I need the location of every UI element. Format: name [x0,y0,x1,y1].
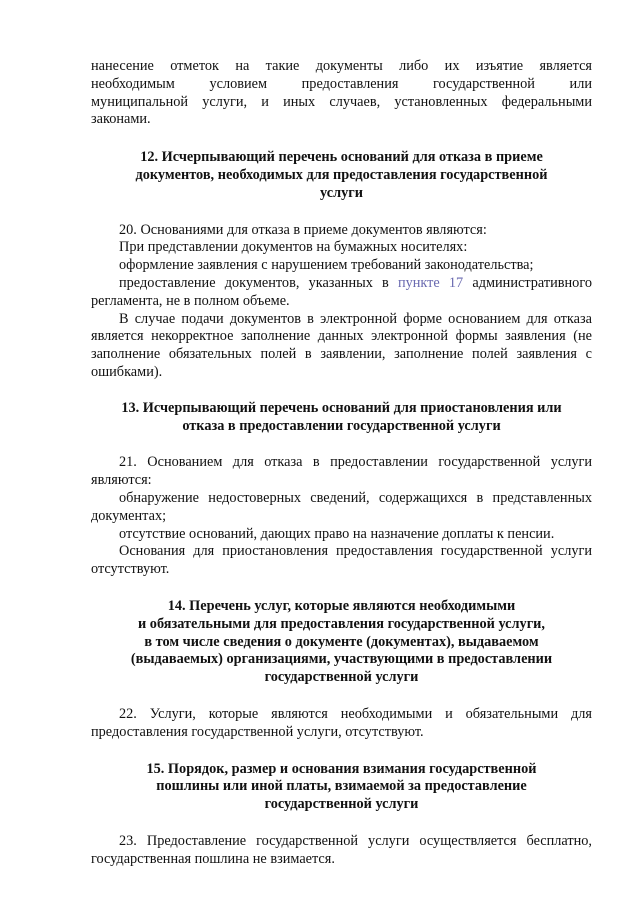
suspension-text: Основания для приостановления предоставления государственной услуги отсутствуют. [91,543,592,578]
heading-line: услуги [320,184,363,201]
incomplete-text-before: предоставление документов, указанных в [119,274,398,291]
clause-17-link[interactable]: пункте 17 [397,274,464,291]
section-12-heading [91,149,592,202]
heading-line: и обязательными для предоставления государственной услуги, [138,615,545,632]
paragraph-22: 22. Услуги, которые являются необходимыми и обязательными для предоставления государственной услуги, отсутствуют. [91,705,592,740]
heading-line: пошлины или иной платы, взимаемой за предоставление [156,778,527,795]
paragraph-23: 23. Предоставление государственной услуги осуществляется бесплатно, государственная пошлина не взимается. [91,832,592,867]
paper-documents-text: При представлении документов на бумажных носителях: [119,239,468,256]
section-15-heading [91,761,592,814]
electronic-form-text: В случае подачи документов в электронной форме основанием для отказа является некорректное заполнение данных электронной формы заявления (не заполнение обязательных полей в заявлении, заполнение полей заявления с ошибками). [91,310,592,380]
incomplete-text-after: административного регламента, не в полном объеме. [91,274,592,309]
heading-line: государственной услуги [264,669,419,686]
heading-line: в том числе сведения о документе (документах), выдаваемом [144,633,539,650]
paragraph-20: 20. Основаниями для отказа в приеме документов являются: [119,221,487,238]
paragraph-21: 21. Основанием для отказа в предоставлении государственной услуги являются: [91,454,592,489]
heading-line: отказа в предоставлении государственной услуги [182,417,501,434]
section-14-heading [91,598,592,687]
unreliable-info-text: обнаружение недостоверных сведений, содержащихся в представленных документах; [91,489,592,524]
intro-line: необходимым условием предоставления государственной или [91,75,592,92]
intro-line: муниципальной услуги, и иных случаев, установленных федеральными [91,93,592,110]
intro-paragraph [91,58,592,129]
no-grounds-text: отсутствие оснований, дающих право на назначение доплаты к пенсии. [119,525,555,542]
heading-line: 14. Перечень услуг, которые являются необходимыми [167,597,516,614]
violation-text: оформление заявления с нарушением требований законодательства; [119,257,534,274]
intro-line: нанесение отметок на такие документы либо их изъятие является [91,58,592,74]
heading-line: (выдаваемых) организациями, участвующими в предоставлении [130,651,553,668]
heading-line: 13. Исчерпывающий перечень оснований для приостановления или [121,399,562,416]
heading-line: 12. Исчерпывающий перечень оснований для отказа в приеме [140,149,543,166]
heading-line: 15. Порядок, размер и основания взимания государственной [146,760,537,777]
intro-line: законами. [91,111,151,128]
heading-line: государственной услуги [264,796,419,813]
section-13-heading [91,400,592,436]
heading-line: документов, необходимых для предоставления государственной [135,166,548,183]
incomplete-documents-text [91,275,592,311]
